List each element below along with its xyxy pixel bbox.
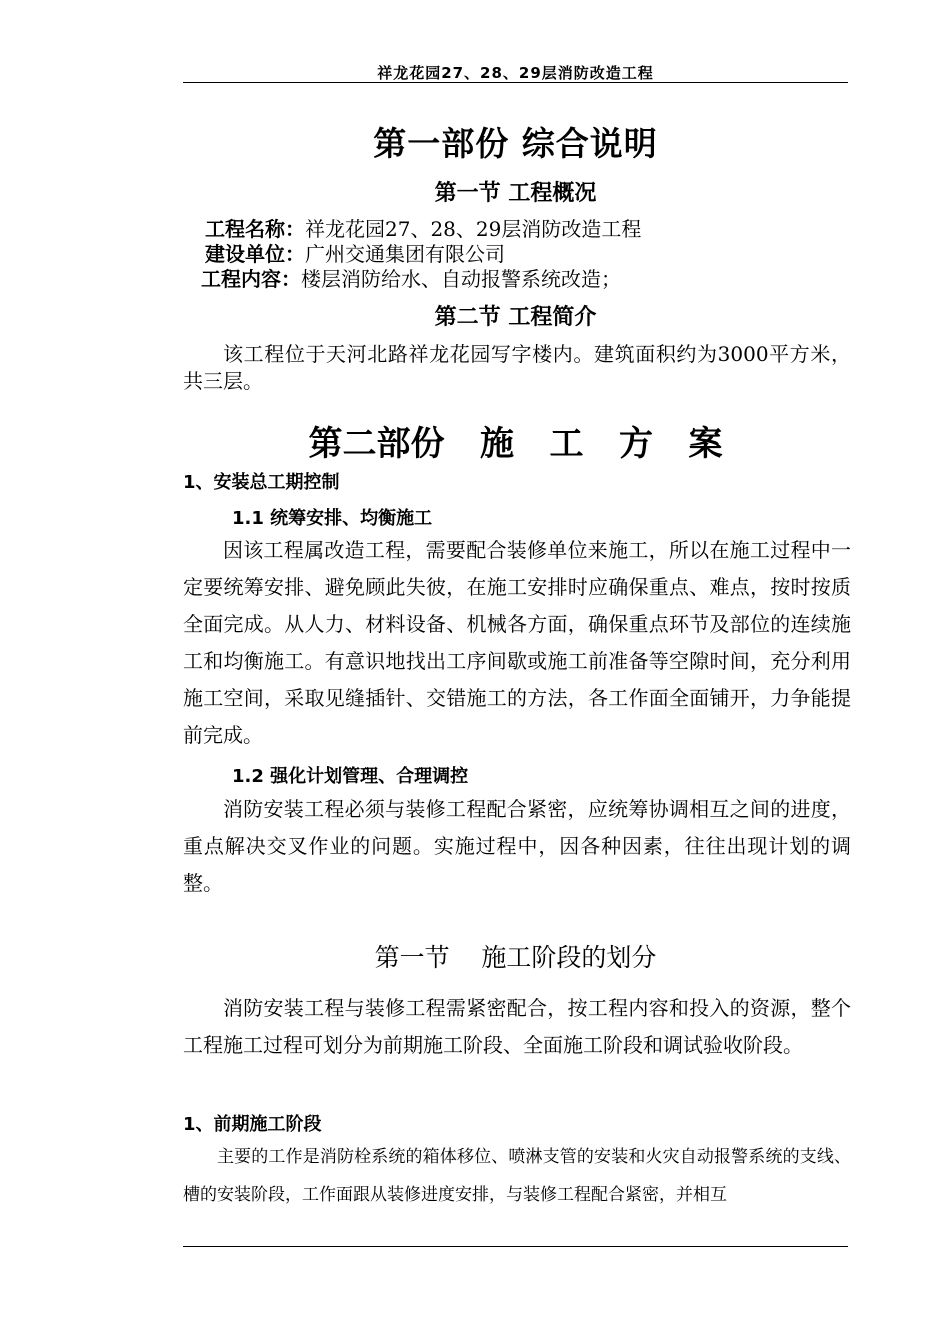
field-builder [205,242,505,267]
field-value: 楼层消防给水、自动报警系统改造； [301,267,621,291]
footer-rule [183,1246,848,1247]
section2-paragraph: 该工程位于天河北路祥龙花园写字楼内。建筑面积约为3000平方米，共三层。 [183,342,851,393]
part1-title: 第一部份 综合说明 [373,124,658,163]
field-label: 工程名称： [205,217,305,241]
field-label: 工程内容： [201,267,301,291]
field-value: 广州交通集团有限公司 [305,242,505,266]
stage-section-paragraph: 消防安装工程与装修工程需紧密配合，按工程内容和投入的资源，整个工程施工过程可划分为前期施工阶段、全面施工阶段和调试验收阶段。 [183,996,851,1057]
stage-section-title: 第一节 施工阶段的划分 [374,943,657,972]
heading-1-2: 1.2 强化计划管理、合理调控 [232,766,469,787]
field-content [201,267,621,292]
header-rule [183,82,848,83]
heading-stage-1: 1、前期施工阶段 [183,1114,322,1135]
heading-1-1: 1.1 统筹安排、均衡施工 [232,508,433,529]
section1-title: 第一节 工程概况 [434,181,597,206]
heading-schedule-control: 1、安装总工期控制 [183,472,340,493]
field-project-name [205,217,641,242]
section2-title: 第二节 工程简介 [434,305,597,330]
field-value: 祥龙花园27、28、29层消防改造工程 [305,217,642,241]
paragraph-stage-1: 主要的工作是消防栓系统的箱体移位、喷淋支管的安装和火灾自动报警系统的支线、槽的安装阶段，工作面跟从装修进度安排，与装修工程配合紧密，并相互 [183,1147,851,1205]
field-label: 建设单位： [205,242,305,266]
page-header: 祥龙花园27、28、29层消防改造工程 [377,64,654,82]
part2-title: 第二部份 施 工 方 案 [308,424,723,464]
paragraph-1-1: 因该工程属改造工程，需要配合装修单位来施工，所以在施工过程中一定要统筹安排、避免顾此失彼，在施工安排时应确保重点、难点，按时按质全面完成。从人力、材料设备、机械各方面，确保重点环节及部位的连续施工和均衡施工。有意识地找出工序间歇或施工前准备等空隙时间，充分利用施工空间，采取见缝插针、交错施工的方法，各工作面全面铺开，力争能提前完成。 [183,538,851,747]
paragraph-1-2: 消防安装工程必须与装修工程配合紧密，应统筹协调相互之间的进度，重点解决交叉作业的问题。实施过程中，因各种因素，往往出现计划的调整。 [183,797,851,895]
